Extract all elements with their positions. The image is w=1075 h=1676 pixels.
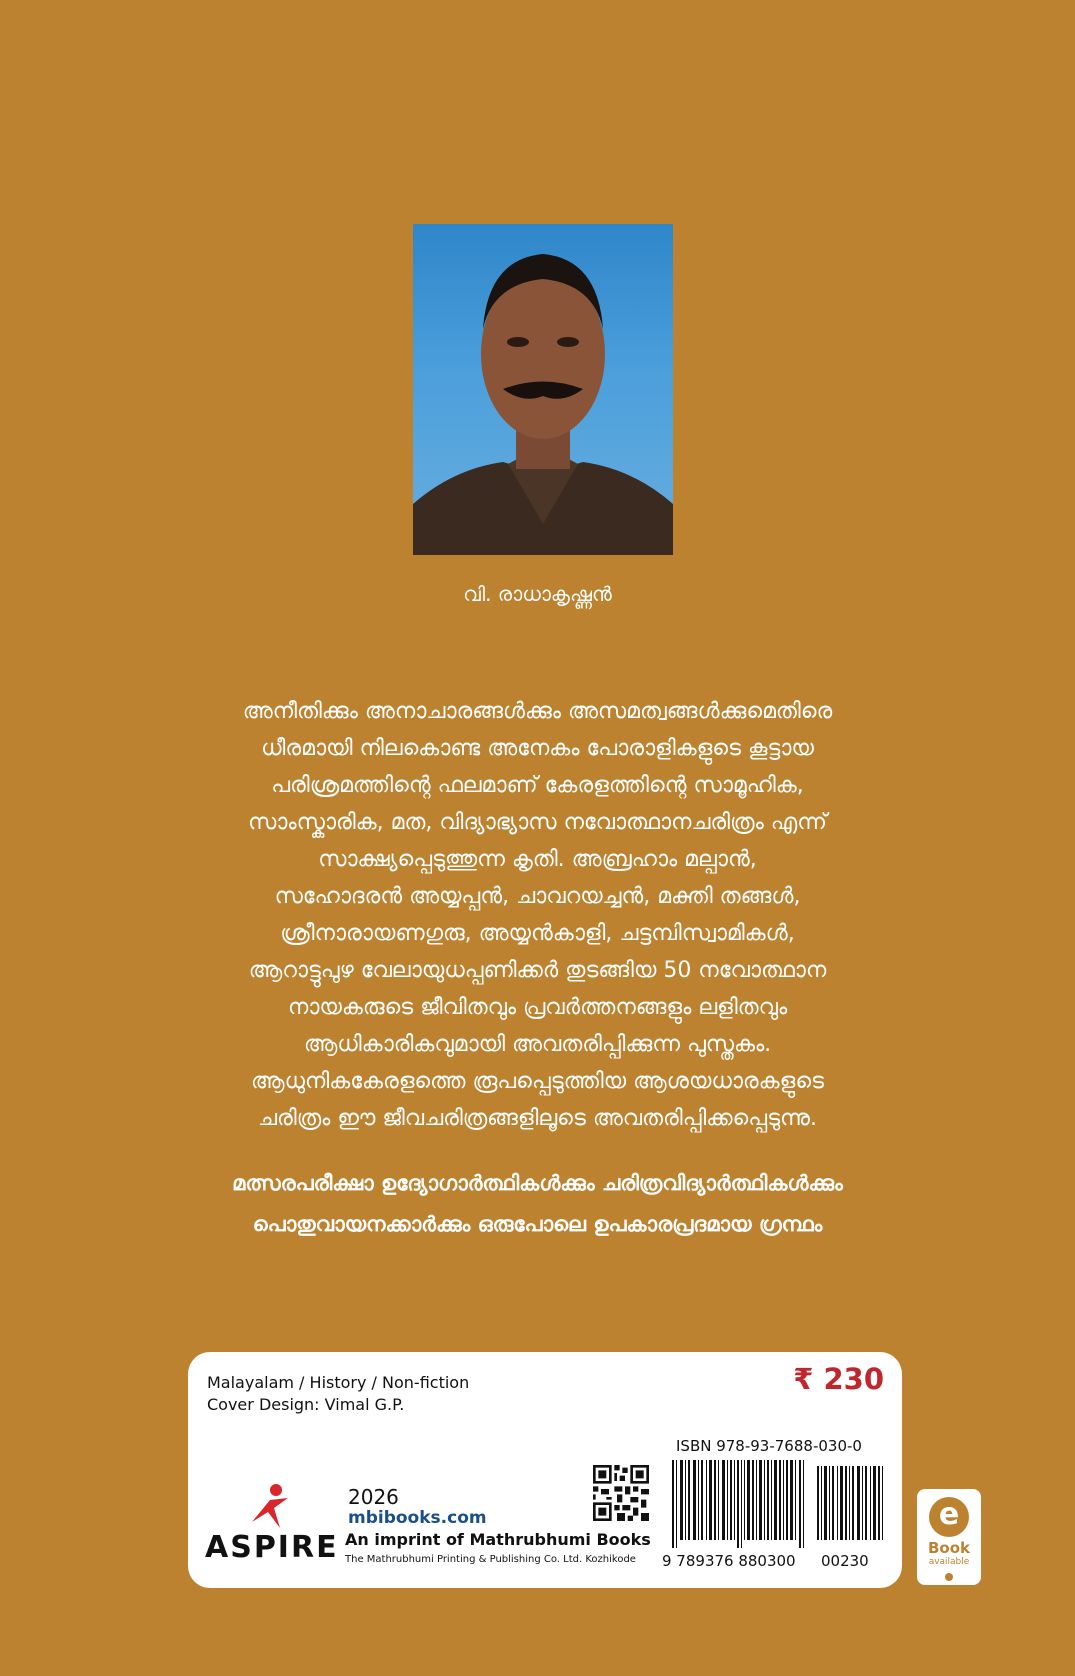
price-label: ₹ 230	[793, 1362, 884, 1396]
author-name: വി. രാധാകൃഷ്ണൻ	[463, 582, 612, 606]
blurb-line: പരിശ്രമത്തിന്റെ ഫലമാണ് കേരളത്തിന്റെ സാമൂഹിക,	[271, 773, 804, 798]
imprint-line: An imprint of Mathrubhumi Books	[345, 1530, 651, 1549]
tagline	[130, 1163, 945, 1245]
publication-year: 2026	[348, 1485, 399, 1509]
ebook-available-badge	[917, 1489, 981, 1585]
publisher-card	[188, 1352, 902, 1588]
isbn-barcode	[672, 1460, 885, 1548]
ebook-available-label: available	[928, 1557, 970, 1567]
aspire-logo-text: ASPIRE	[205, 1530, 339, 1565]
aspire-logo-icon	[250, 1482, 290, 1530]
blurb-line: ചരിത്രം ഈ ജീവചരിത്രങ്ങളിലൂടെ അവതരിപ്പിക്കപ്പെടുന്നു.	[258, 1106, 817, 1131]
blurb-text	[170, 693, 905, 1137]
isbn-label: ISBN 978-93-7688-030-0	[676, 1437, 862, 1455]
blurb-line: ആറാട്ടുപുഴ വേലായുധപ്പണിക്കർ തുടങ്ങിയ 50 നവോത്ഥാന	[248, 958, 827, 983]
qr-code-icon	[593, 1465, 649, 1521]
tagline-line: മത്സരപരീക്ഷാ ഉദ്യോഗാർത്ഥികൾക്കും ചരിത്രവിദ്യാർത്ഥികൾക്കും	[232, 1171, 843, 1195]
blurb-line: ആധികാരികവുമായി അവതരിപ്പിക്കുന്ന പുസ്തകം.	[303, 1032, 772, 1057]
blurb-line: ആധുനികകേരളത്തെ രൂപപ്പെടുത്തിയ ആശയധാരകളുടെ	[251, 1069, 824, 1094]
blurb-line: ശ്രീനാരായണഗുരു, അയ്യൻകാളി, ചട്ടമ്പിസ്വാമികൾ,	[280, 921, 795, 946]
category-label: Malayalam / History / Non-fiction	[207, 1373, 470, 1392]
ebook-label: Book	[927, 1539, 971, 1557]
blurb-line: സഹോദരൻ അയ്യപ്പൻ, ചാവറയച്ചൻ, മക്തി തങ്ങൾ,	[274, 884, 801, 909]
author-photo	[413, 224, 673, 555]
blurb-line: അനീതിക്കും അനാചാരങ്ങൾക്കും അസമത്വങ്ങൾക്കുമെതിരെ	[242, 699, 833, 724]
cover-design-credit: Cover Design: Vimal G.P.	[207, 1395, 405, 1414]
blurb-line: സാക്ഷ്യപ്പെടുത്തുന്ന കൃതി. അബ്രഹാം മല്പാൻ,	[318, 847, 757, 872]
author-portrait	[413, 224, 673, 555]
blurb-line: സാംസ്കാരിക, മത, വിദ്യാഭ്യാസ നവോത്ഥാനചരിത്രം എന്ന്	[248, 810, 827, 835]
tagline-line: പൊതുവായനക്കാർക്കും ഒരുപോലെ ഉപകാരപ്രദമായ ഗ്രന്ഥം	[252, 1212, 823, 1236]
blurb-line: നായകരുടെ ജീവിതവും പ്രവർത്തനങ്ങളും ലളിതവും	[287, 995, 788, 1020]
ebook-e-icon: e	[929, 1497, 969, 1537]
barcode-addon-number: 00230	[821, 1552, 869, 1570]
barcode-number: 9 789376 880300	[662, 1552, 796, 1570]
publisher-website: mbibooks.com	[348, 1508, 487, 1528]
book-meta	[207, 1372, 469, 1416]
company-line: The Mathrubhumi Printing & Publishing Co. Ltd. Kozhikode	[345, 1554, 636, 1565]
blurb-line: ധീരമായി നിലകൊണ്ട അനേകം പോരാളികളുടെ കൂട്ടായ	[261, 736, 814, 761]
tablet-button-icon	[945, 1573, 953, 1581]
